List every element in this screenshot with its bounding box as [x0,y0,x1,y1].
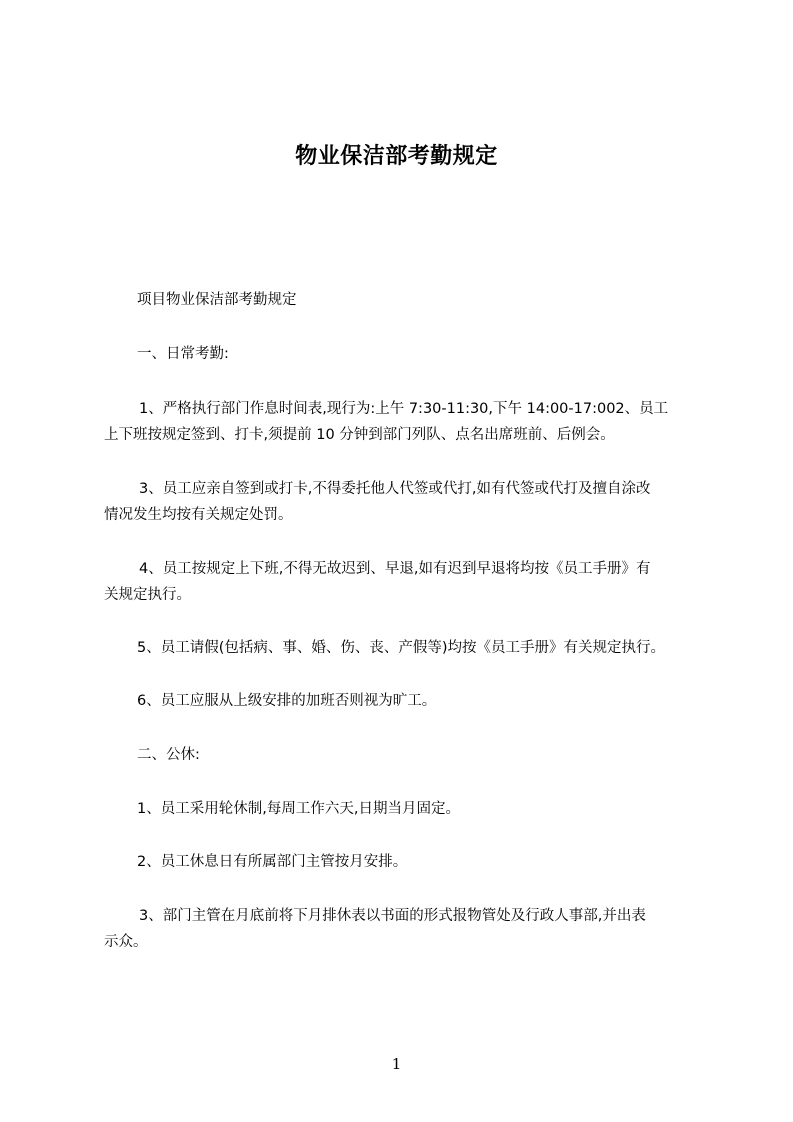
document-subtitle: 项目物业保洁部考勤规定 [137,292,297,308]
paragraph-rest-item3-line1: 3、部门主管在月底前将下月排休表以书面的形式报物管处及行政人事部,并出表 [139,908,646,924]
paragraph-item4-line1: 4、员工按规定上下班,不得无故迟到、早退,如有迟到早退将均按《员工手册》有 [139,561,651,577]
document-title: 物业保洁部考勤规定 [295,144,498,169]
paragraph-item1-line2: 上下班按规定签到、打卡,须提前 10 分钟到部门列队、点名出席班前、后例会。 [104,427,615,443]
section-heading-daily-attendance: 一、日常考勤: [137,346,229,362]
paragraph-item3-line2: 情况发生均按有关规定处罚。 [104,507,293,523]
paragraph-item5: 5、员工请假(包括病、事、婚、伤、丧、产假等)均按《员工手册》有关规定执行。 [137,640,666,656]
paragraph-item3-line1: 3、员工应亲自签到或打卡,不得委托他人代签或代打,如有代签或代打及擅自涂改 [139,481,651,497]
section-heading-rest-days: 二、公休: [137,747,200,763]
paragraph-rest-item2: 2、员工休息日有所属部门主管按月安排。 [137,854,408,870]
paragraph-rest-item1: 1、员工采用轮休制,每周工作六天,日期当月固定。 [137,801,460,817]
page-number: 1 [391,1055,402,1073]
paragraph-item4-line2: 关规定执行。 [104,587,191,603]
paragraph-item6: 6、员工应服从上级安排的加班否则视为旷工。 [137,693,437,709]
paragraph-rest-item3-line2: 示众。 [104,934,148,950]
paragraph-item1-line1: 1、严格执行部门作息时间表,现行为:上午 7:30-11:30,下午 14:00-17:002、员工 [139,401,669,417]
